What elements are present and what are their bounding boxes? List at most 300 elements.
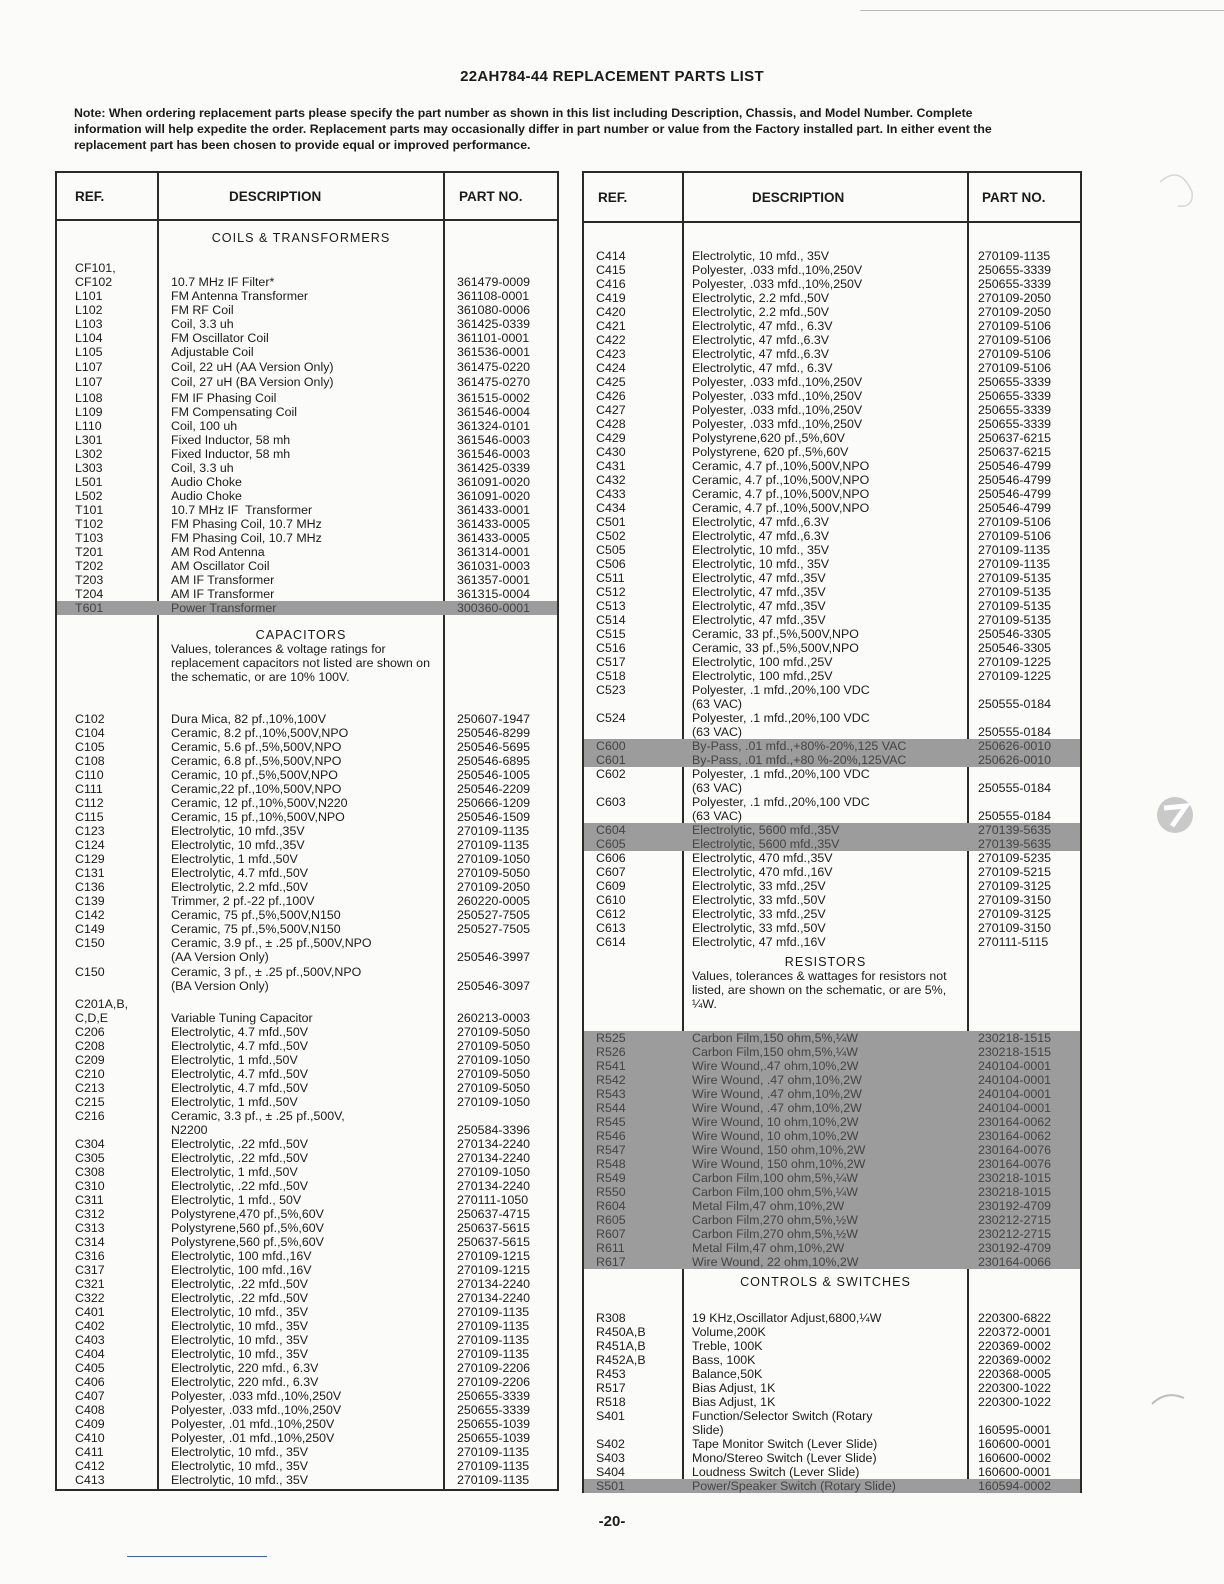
- table-row: [584, 543, 1080, 557]
- table-row: [584, 403, 1080, 417]
- part-no-cell: 270109-5215: [978, 865, 1052, 879]
- ref-cell: C511: [596, 571, 625, 585]
- table-row: [57, 1375, 557, 1389]
- description-cell: Ceramic, 3.9 pf., ± .25 pf.,500V,NPO: [171, 936, 372, 950]
- ref-cell: R450A,B: [596, 1325, 646, 1339]
- table-row: [584, 557, 1080, 571]
- table-row: [584, 655, 1080, 669]
- table-row: [584, 1465, 1080, 1479]
- ref-cell: C506: [596, 557, 626, 571]
- ref-cell: C406: [75, 1375, 105, 1389]
- description-cell: By-Pass, .01 mfd.,+80%-20%,125 VAC: [692, 739, 907, 753]
- table-body: [584, 223, 1080, 1491]
- part-no-cell: 250546-3097: [457, 979, 531, 993]
- part-no-cell: 250655-1039: [457, 1417, 531, 1431]
- section-heading: CAPACITORS: [255, 628, 347, 642]
- table-row: [57, 275, 557, 289]
- part-no-cell: 270139-5635: [978, 837, 1052, 851]
- part-no-cell: 361315-0004: [457, 587, 531, 601]
- description-cell: Treble, 100K: [692, 1339, 763, 1353]
- table-row: [584, 865, 1080, 879]
- table-row: [57, 573, 557, 587]
- description-cell: AM Oscillator Coil: [171, 559, 270, 573]
- description-cell: Loudness Switch (Lever Slide): [692, 1465, 860, 1479]
- description-cell: Audio Choke: [171, 489, 242, 503]
- ref-cell: C102: [75, 712, 105, 726]
- part-no-cell: 250546-4799: [978, 487, 1052, 501]
- table-row: [584, 893, 1080, 907]
- part-no-cell: 160595-0001: [978, 1423, 1052, 1437]
- table-row: [584, 347, 1080, 361]
- part-no-cell: 220369-0002: [978, 1353, 1052, 1367]
- part-no-cell: 270109-5135: [978, 613, 1052, 627]
- ref-cell: R452A,B: [596, 1353, 646, 1367]
- description-cell: Ceramic, 4.7 pf.,10%,500V,NPO: [692, 487, 870, 501]
- part-no-cell: 220368-0005: [978, 1367, 1052, 1381]
- ref-cell: C142: [75, 908, 105, 922]
- table-row: [584, 1199, 1080, 1213]
- description-cell: Bias Adjust, 1K: [692, 1395, 776, 1409]
- ref-cell: C216: [75, 1109, 105, 1123]
- table-row: [57, 1333, 557, 1347]
- table-row: [584, 1339, 1080, 1353]
- part-no-cell: 250546-2209: [457, 782, 531, 796]
- part-no-cell: 361425-0339: [457, 317, 531, 331]
- ref-cell: C304: [75, 1137, 105, 1151]
- description-cell: Slide): [692, 1423, 724, 1437]
- part-no-cell: 230164-0066: [978, 1255, 1052, 1269]
- table-row: [57, 375, 557, 389]
- table-row: [57, 1319, 557, 1333]
- table-row: [57, 1011, 557, 1025]
- description-cell: Electrolytic, 10 mfd.,35V: [171, 824, 305, 838]
- ref-cell: L105: [75, 345, 103, 359]
- ref-cell: C408: [75, 1403, 105, 1417]
- table-row: [57, 852, 557, 866]
- part-no-cell: 361425-0339: [457, 461, 531, 475]
- table-row: [57, 1151, 557, 1165]
- description-header: DESCRIPTION: [229, 188, 322, 204]
- ref-cell: R549: [596, 1171, 626, 1185]
- ref-cell: C423: [596, 347, 626, 361]
- description-cell: Electrolytic, 10 mfd., 35V: [171, 1347, 309, 1361]
- table-row: [57, 1291, 557, 1305]
- part-no-cell: 270109-5050: [457, 1025, 531, 1039]
- description-cell: Bias Adjust, 1K: [692, 1381, 776, 1395]
- description-cell: Power/Speaker Switch (Rotary Slide): [692, 1479, 896, 1493]
- part-no-cell: 230192-4709: [978, 1241, 1052, 1255]
- table-row: [584, 1437, 1080, 1451]
- ref-cell: C112: [75, 796, 104, 810]
- description-cell: Electrolytic, 10 mfd., 35V: [692, 249, 830, 263]
- ref-cell: C429: [596, 431, 626, 445]
- section-heading: RESISTORS: [784, 955, 867, 969]
- table-row: [57, 936, 557, 950]
- part-no-cell: 270109-1135: [978, 543, 1051, 557]
- table-row: [584, 1227, 1080, 1241]
- part-no-cell: 361433-0005: [457, 531, 531, 545]
- table-row: [57, 531, 557, 545]
- part-no-cell: 230218-1015: [978, 1185, 1052, 1199]
- description-cell: Electrolytic, 1 mfd., 50V: [171, 1193, 302, 1207]
- part-no-cell: 160600-0002: [978, 1451, 1052, 1465]
- description-cell: (63 VAC): [692, 725, 743, 739]
- table-row: [57, 1221, 557, 1235]
- description-cell: Electrolytic, 4.7 mfd.,50V: [171, 1025, 309, 1039]
- part-no-cell: 250546-1005: [457, 768, 531, 782]
- part-no-cell: 250555-0184: [978, 809, 1052, 823]
- table-row: [584, 1045, 1080, 1059]
- description-cell: Trimmer, 2 pf.-22 pf.,100V: [171, 894, 315, 908]
- description-cell: Tape Monitor Switch (Lever Slide): [692, 1437, 878, 1451]
- description-cell: Fixed Inductor, 58 mh: [171, 433, 291, 447]
- part-no-cell: 270111-1050: [457, 1193, 529, 1207]
- part-no-cell: 361546-0004: [457, 405, 531, 419]
- table-row: [584, 1129, 1080, 1143]
- ref-cell: R607: [596, 1227, 626, 1241]
- description-cell: Ceramic, 10 pf.,5%,500V,NPO: [171, 768, 338, 782]
- part-no-cell: 270109-1135: [457, 1333, 530, 1347]
- ref-cell: L101: [75, 289, 103, 303]
- table-row: [584, 1353, 1080, 1367]
- description-cell: Electrolytic, 33 mfd.,25V: [692, 879, 826, 893]
- description-cell: Electrolytic, 47 mfd.,6.3V: [692, 515, 830, 529]
- part-no-cell: 361536-0001: [457, 345, 531, 359]
- table-row: [584, 431, 1080, 445]
- ref-cell: R543: [596, 1087, 626, 1101]
- table-row: [584, 1423, 1080, 1437]
- table-row: [57, 360, 557, 374]
- ref-cell: C613: [596, 921, 626, 935]
- description-cell: Polystyrene,470 pf.,5%,60V: [171, 1207, 324, 1221]
- ref-cell: C305: [75, 1151, 105, 1165]
- description-cell: Electrolytic, 47 mfd.,35V: [692, 613, 826, 627]
- description-cell: Electrolytic, 47 mfd.,16V: [692, 935, 826, 949]
- description-cell: Ceramic, 33 pf.,5%,500V,NPO: [692, 627, 859, 641]
- part-no-cell: 260213-0003: [457, 1011, 531, 1025]
- part-no-cell: 270109-1135: [457, 1445, 530, 1459]
- description-cell: Electrolytic, 1 mfd.,50V: [171, 852, 298, 866]
- part-no-cell: 250626-0010: [978, 739, 1052, 753]
- table-row: [57, 587, 557, 601]
- description-header: DESCRIPTION: [752, 189, 845, 205]
- table-row: [584, 599, 1080, 613]
- ref-cell: C210: [75, 1067, 105, 1081]
- ref-cell: C430: [596, 445, 626, 459]
- part-no-cell: 250546-4799: [978, 473, 1052, 487]
- table-row: [584, 1143, 1080, 1157]
- ref-cell: C601: [596, 753, 626, 767]
- ref-cell: R518: [596, 1395, 626, 1409]
- ref-header: REF.: [75, 188, 105, 204]
- description-cell: Electrolytic, .22 mfd.,50V: [171, 1151, 309, 1165]
- ref-cell: C403: [75, 1333, 105, 1347]
- table-row: [57, 1403, 557, 1417]
- ref-cell: C614: [596, 935, 626, 949]
- part-no-cell: 270109-2050: [978, 291, 1052, 305]
- table-row: [584, 1241, 1080, 1255]
- ref-cell: C424: [596, 361, 626, 375]
- description-cell: Wire Wound, .47 ohm,10%,2W: [692, 1087, 862, 1101]
- description-cell: Electrolytic, 10 mfd., 35V: [171, 1305, 309, 1319]
- part-no-cell: 250546-1509: [457, 810, 531, 824]
- part-no-cell: 270109-5050: [457, 1039, 531, 1053]
- part-no-cell: 160594-0002: [978, 1479, 1052, 1493]
- description-cell: Carbon Film,100 ohm,5%,¼W: [692, 1185, 858, 1199]
- part-no-cell: 250555-0184: [978, 697, 1052, 711]
- description-cell: 19 KHz,Oscillator Adjust,6800,¼W: [692, 1311, 882, 1325]
- part-no-cell: 270109-1225: [978, 669, 1052, 683]
- table-row: [584, 879, 1080, 893]
- table-row: [584, 445, 1080, 459]
- description-cell: Ceramic, 12 pf.,10%,500V,N220: [171, 796, 348, 810]
- description-cell: Coil, 22 uH (AA Version Only): [171, 360, 334, 374]
- description-cell: Ceramic, 6.8 pf.,5%,500V,NPO: [171, 754, 342, 768]
- description-cell: Coil, 27 uH (BA Version Only): [171, 375, 334, 389]
- ref-cell: R605: [596, 1213, 626, 1227]
- part-no-cell: 160600-0001: [978, 1437, 1052, 1451]
- part-no-cell: 230218-1015: [978, 1171, 1052, 1185]
- table-row: [584, 1367, 1080, 1381]
- ref-cell: C605: [596, 837, 626, 851]
- description-cell: Wire Wound, .47 ohm,10%,2W: [692, 1073, 862, 1087]
- part-no-cell: 250584-3396: [457, 1123, 531, 1137]
- part-no-cell: 250655-3339: [457, 1403, 531, 1417]
- table-row: [57, 1459, 557, 1473]
- ref-cell: L103: [75, 317, 103, 331]
- part-no-cell: 300360-0001: [457, 601, 531, 615]
- table-row: [57, 796, 557, 810]
- ref-cell: C505: [596, 543, 626, 557]
- part-no-cell: 270109-1135: [457, 1473, 530, 1487]
- ref-cell: C209: [75, 1053, 105, 1067]
- table-row: [57, 559, 557, 573]
- part-no-cell: 270134-2240: [457, 1151, 531, 1165]
- part-no-cell: 361101-0001: [457, 331, 530, 345]
- table-row: [57, 1179, 557, 1193]
- table-row: [57, 950, 557, 964]
- ref-cell: C312: [75, 1207, 105, 1221]
- part-no-cell: 270109-1050: [457, 1095, 531, 1109]
- description-cell: Electrolytic, 47 mfd.,35V: [692, 571, 826, 585]
- description-cell: Electrolytic, 470 mfd.,35V: [692, 851, 833, 865]
- table-row: [57, 908, 557, 922]
- part-no-cell: 270109-5106: [978, 347, 1052, 361]
- table-row: [57, 317, 557, 331]
- ref-cell: R525: [596, 1031, 626, 1045]
- ref-cell: C515: [596, 627, 626, 641]
- table-row: [584, 487, 1080, 501]
- ref-cell: C523: [596, 683, 626, 697]
- ref-cell: L110: [75, 419, 102, 433]
- part-no-cell: 250527-7505: [457, 922, 531, 936]
- description-cell: Polyester, .033 mfd.,10%,250V: [692, 375, 863, 389]
- part-no-cell: 250607-1947: [457, 712, 531, 726]
- table-row: [57, 601, 557, 615]
- table-row: [57, 1249, 557, 1263]
- table-row: [584, 417, 1080, 431]
- ref-cell: R611: [596, 1241, 625, 1255]
- ref-cell: C516: [596, 641, 626, 655]
- ref-cell: T102: [75, 517, 104, 531]
- table-row: [584, 249, 1080, 263]
- part-no-cell: 270109-1135: [978, 249, 1051, 263]
- description-cell: Electrolytic, .22 mfd.,50V: [171, 1179, 309, 1193]
- description-cell: Polyester, .033 mfd.,10%,250V: [171, 1403, 342, 1417]
- part-no-cell: 270134-2240: [457, 1291, 531, 1305]
- table-row: [57, 824, 557, 838]
- ref-cell: S403: [596, 1451, 625, 1465]
- table-row: [584, 767, 1080, 781]
- ref-cell: C427: [596, 403, 626, 417]
- table-row: [57, 1361, 557, 1375]
- ref-cell: S402: [596, 1437, 625, 1451]
- part-no-cell: 250637-5615: [457, 1221, 531, 1235]
- parts-table-right: [582, 171, 1082, 1493]
- table-row: [584, 1381, 1080, 1395]
- description-cell: FM IF Phasing Coil: [171, 391, 277, 405]
- description-cell: Electrolytic, 2.2 mfd.,50V: [171, 880, 309, 894]
- part-no-cell: 361479-0009: [457, 275, 531, 289]
- description-cell: Variable Tuning Capacitor: [171, 1011, 313, 1025]
- part-no-cell: 250655-3339: [978, 389, 1052, 403]
- part-no-cell: 240104-0001: [978, 1101, 1052, 1115]
- ref-cell: R541: [596, 1059, 626, 1073]
- table-row: [57, 880, 557, 894]
- ref-cell: C412: [75, 1459, 105, 1473]
- part-no-cell: 270109-5106: [978, 319, 1052, 333]
- description-cell: Electrolytic, .22 mfd.,50V: [171, 1291, 309, 1305]
- ref-cell: C422: [596, 333, 626, 347]
- table-row: [584, 809, 1080, 823]
- table-row: [584, 585, 1080, 599]
- part-no-cell: 270109-5135: [978, 599, 1052, 613]
- part-no-cell: 250546-4799: [978, 459, 1052, 473]
- ref-cell: R526: [596, 1045, 626, 1059]
- table-row: [584, 1101, 1080, 1115]
- part-no-cell: 361433-0005: [457, 517, 531, 531]
- table-row: [57, 1431, 557, 1445]
- description-cell: Electrolytic, 10 mfd., 35V: [171, 1333, 309, 1347]
- ref-cell: C524: [596, 711, 626, 725]
- description-cell: Ceramic, 3.3 pf., ± .25 pf.,500V,: [171, 1109, 345, 1123]
- description-cell: Electrolytic, 10 mfd., 35V: [692, 543, 830, 557]
- table-row: [584, 739, 1080, 753]
- table-row: [57, 965, 557, 979]
- ref-cell: C105: [75, 740, 105, 754]
- part-no-cell: 270109-5050: [457, 1067, 531, 1081]
- description-cell: Electrolytic, 4.7 mfd.,50V: [171, 1039, 309, 1053]
- ref-cell: C111: [75, 782, 103, 796]
- ref-cell: C610: [596, 893, 626, 907]
- part-no-cell: 250637-6215: [978, 445, 1052, 459]
- table-row: [57, 894, 557, 908]
- ref-cell: T201: [75, 545, 104, 559]
- ref-cell: C602: [596, 767, 626, 781]
- part-no-cell: 250655-3339: [978, 417, 1052, 431]
- table-row: [584, 291, 1080, 305]
- description-cell: Electrolytic, 100 mfd.,25V: [692, 669, 833, 683]
- part-no-cell: 270109-2050: [978, 305, 1052, 319]
- ref-cell: R604: [596, 1199, 626, 1213]
- table-row: [57, 726, 557, 740]
- part-no-cell: 270109-5135: [978, 585, 1052, 599]
- table-row: [584, 1409, 1080, 1423]
- part-no-cell: 270109-1135: [457, 838, 530, 852]
- table-row: [57, 345, 557, 359]
- part-no-cell: 230164-0062: [978, 1115, 1052, 1129]
- table-row: [57, 979, 557, 993]
- description-cell: Ceramic, 8.2 pf.,10%,500V,NPO: [171, 726, 349, 740]
- table-row: [57, 1347, 557, 1361]
- ref-cell: C432: [596, 473, 626, 487]
- part-no-cell: 250546-6895: [457, 754, 531, 768]
- description-cell: Electrolytic, 33 mfd.,25V: [692, 907, 826, 921]
- table-row: [57, 461, 557, 475]
- table-row: [584, 333, 1080, 347]
- description-cell: Electrolytic, 10 mfd., 35V: [692, 557, 830, 571]
- part-no-cell: 250655-3339: [978, 375, 1052, 389]
- part-no-cell: 250546-5695: [457, 740, 531, 754]
- ref-cell: C213: [75, 1081, 105, 1095]
- description-cell: Polyester, .01 mfd.,10%,250V: [171, 1431, 335, 1445]
- description-cell: Ceramic, 5.6 pf.,5%,500V,NPO: [171, 740, 342, 754]
- description-cell: Electrolytic, 47 mfd., 6.3V: [692, 361, 833, 375]
- part-no-cell: 361546-0003: [457, 447, 531, 461]
- description-cell: Adjustable Coil: [171, 345, 254, 359]
- table-row: [584, 1157, 1080, 1171]
- table-row: [584, 263, 1080, 277]
- description-cell: Electrolytic, 10 mfd., 35V: [171, 1445, 309, 1459]
- description-cell: Fixed Inductor, 58 mh: [171, 447, 291, 461]
- ref-cell: L102: [75, 303, 103, 317]
- description-cell: Electrolytic, 4.7 mfd.,50V: [171, 866, 309, 880]
- table-row: [57, 545, 557, 559]
- description-cell: Ceramic, 75 pf.,5%,500V,N150: [171, 908, 341, 922]
- description-cell: Electrolytic, 1 mfd.,50V: [171, 1165, 298, 1179]
- ref-cell: R451A,B: [596, 1339, 646, 1353]
- ref-cell: L108: [75, 391, 103, 405]
- ref-cell: C110: [75, 768, 104, 782]
- part-no-cell: 270109-1135: [978, 557, 1051, 571]
- ref-cell: C434: [596, 501, 626, 515]
- ref-cell: C402: [75, 1319, 105, 1333]
- table-row: [57, 405, 557, 419]
- ref-cell: R547: [596, 1143, 626, 1157]
- table-row: [584, 907, 1080, 921]
- table-row: [584, 669, 1080, 683]
- part-no-cell: 230212-2715: [978, 1227, 1052, 1241]
- description-cell: FM Phasing Coil, 10.7 MHz: [171, 517, 322, 531]
- part-no-cell: 220300-1022: [978, 1381, 1052, 1395]
- part-no-cell: 270109-1050: [457, 1165, 531, 1179]
- description-cell: Electrolytic, 1 mfd.,50V: [171, 1095, 298, 1109]
- description-cell: Ceramic, 33 pf.,5%,500V,NPO: [692, 641, 859, 655]
- table-row: [584, 1311, 1080, 1325]
- ref-cell: C206: [75, 1025, 105, 1039]
- part-no-cell: 250655-1039: [457, 1431, 531, 1445]
- ordering-note: Note: When ordering replacement parts please specify the part number as shown in this list including Description, Chassis, and Model Number. Complete information will help expedite the order. Replacement parts may occasionally differ in part number or value from the Factory installed part. In either event the replacement part has been chosen to provide equal or improved performance.: [74, 106, 992, 152]
- ref-cell: C416: [596, 277, 626, 291]
- table-row: [57, 475, 557, 489]
- part-no-cell: 250626-0010: [978, 753, 1052, 767]
- description-cell: Dura Mica, 82 pf.,10%,100V: [171, 712, 326, 726]
- description-cell: Electrolytic, 47 mfd.,35V: [692, 585, 826, 599]
- part-no-cell: 361546-0003: [457, 433, 531, 447]
- ref-cell: C201A,B,: [75, 997, 129, 1011]
- part-no-cell: 361314-0001: [457, 545, 531, 559]
- table-row: [57, 1109, 557, 1123]
